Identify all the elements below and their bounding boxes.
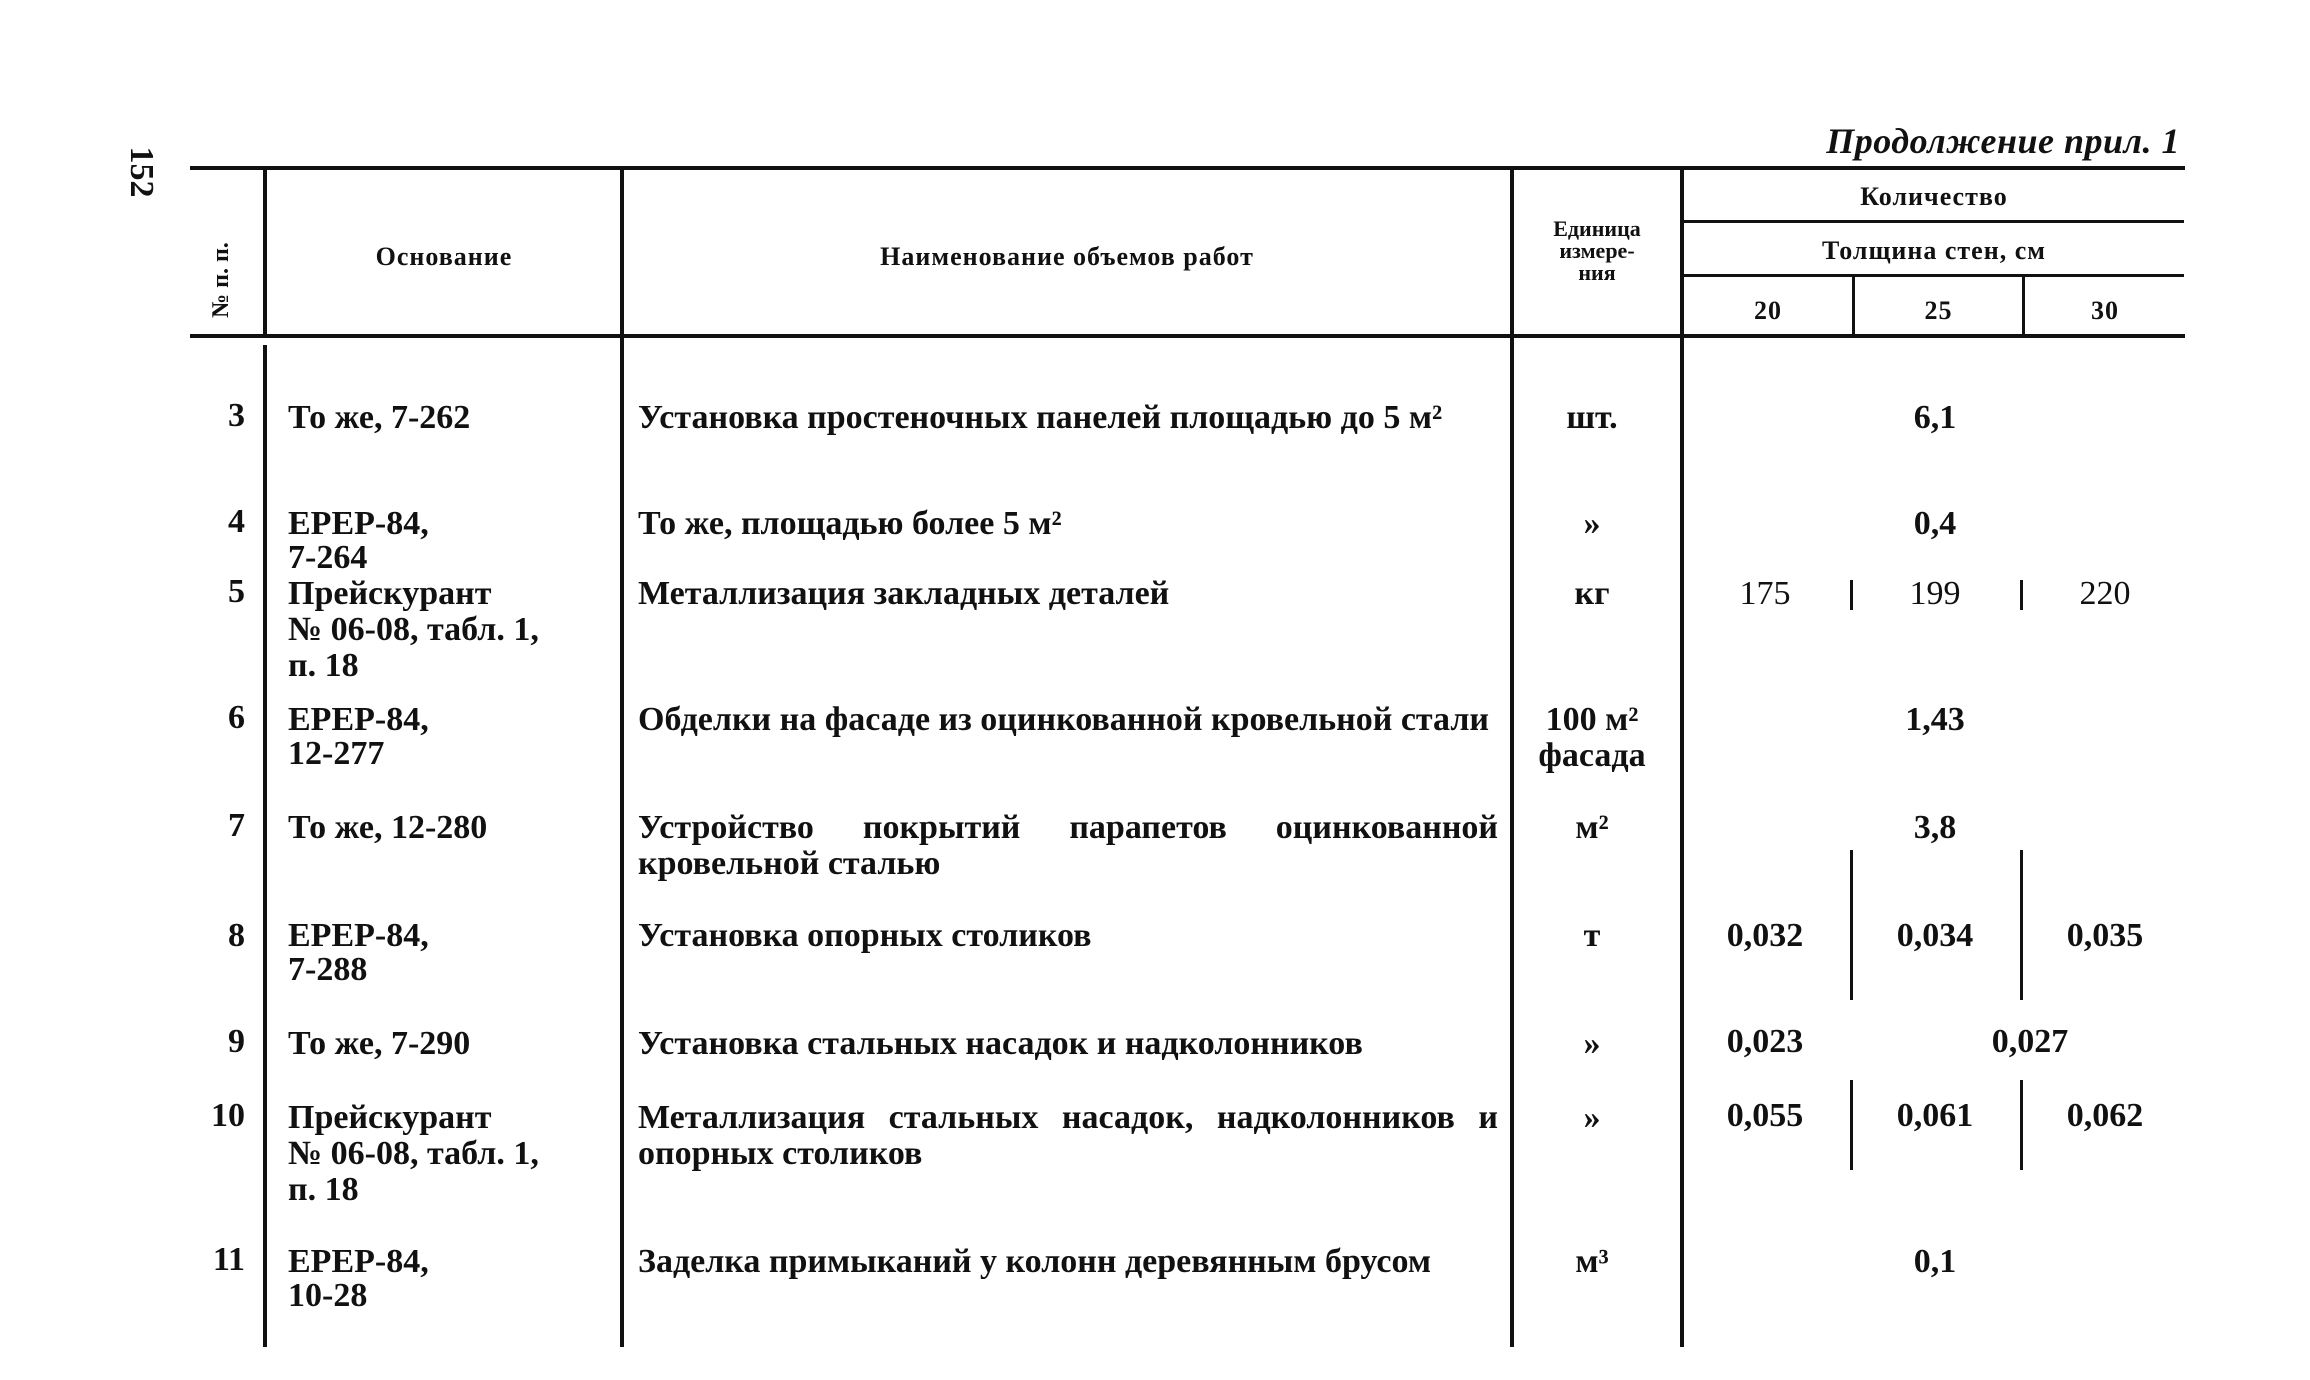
- row-11-work: Заделка примыканий у колонн деревянным брусом: [638, 1243, 1431, 1280]
- row-9-num: 9: [228, 1023, 245, 1060]
- header-work: Наименование объемов работ: [880, 242, 1254, 271]
- row-11-unit: м³: [1575, 1243, 1609, 1280]
- col-rule-basis: [263, 170, 267, 334]
- row-7-basis: То же, 12-280: [288, 809, 488, 846]
- col-rule-basis-body: [263, 345, 267, 1347]
- row-8-qty-20: 0,032: [1726, 917, 1804, 954]
- header-unit-line3: ния: [1578, 260, 1616, 285]
- row-8-basis-l1: ЕРЕР-84,: [288, 917, 429, 954]
- row-7-qty: 3,8: [1913, 809, 1957, 846]
- table-top-rule: [190, 166, 2185, 170]
- row-8-qty-30: 0,035: [2066, 917, 2144, 954]
- quantity-rule: [1684, 220, 2184, 223]
- header-t25: 25: [1924, 296, 1953, 325]
- row-4-num: 4: [228, 503, 245, 540]
- row-9-work: Установка стальных насадок и надколонников: [638, 1025, 1363, 1062]
- row-10-num: 10: [211, 1097, 245, 1134]
- row-6-unit-l1: 100 м²: [1545, 701, 1639, 738]
- row-7-num: 7: [228, 807, 245, 844]
- row-9-unit: »: [1583, 1025, 1601, 1062]
- row-11-num: 11: [212, 1241, 245, 1278]
- header-num: № п. п.: [208, 242, 234, 318]
- header-thickness: Толщина стен, см: [1822, 236, 2046, 265]
- row-6-work: Обделки на фасаде из оцинкованной кровельной стали: [638, 701, 1490, 738]
- row-5-work: Металлизация закладных деталей: [638, 575, 1170, 612]
- row-10-sep-b: [2020, 1080, 2023, 1170]
- row-11-basis-l2: 10-28: [288, 1277, 368, 1314]
- row-8-sep-b: [2020, 850, 2023, 1000]
- row-9-basis: То же, 7-290: [288, 1025, 471, 1062]
- header-quantity: Количество: [1860, 182, 2008, 211]
- row-9-qty-25-30: 0,027: [1991, 1023, 2069, 1060]
- header-t30: 30: [2091, 296, 2119, 325]
- row-10-basis-l3: п. 18: [288, 1171, 359, 1208]
- row-5-qty-20: 175: [1739, 575, 1791, 612]
- row-10-sep-a: [1850, 1080, 1853, 1170]
- row-4-work: То же, площадью более 5 м²: [638, 505, 1062, 542]
- row-5-unit: кг: [1574, 575, 1610, 612]
- row-3-basis: То же, 7-262: [288, 399, 471, 436]
- row-10-qty-30: 0,062: [2066, 1097, 2144, 1134]
- continuation-caption: Продолжение прил. 1: [1826, 121, 2180, 161]
- row-4-basis-l1: ЕРЕР-84,: [288, 505, 429, 542]
- row-6-basis-l2: 12-277: [288, 735, 385, 772]
- row-10-unit: »: [1583, 1099, 1601, 1136]
- row-8-work: Установка опорных столиков: [638, 917, 1092, 954]
- row-3-unit: шт.: [1566, 399, 1618, 436]
- row-8-num: 8: [228, 917, 245, 954]
- thickness-rule: [1684, 274, 2184, 277]
- header-t20: 20: [1754, 296, 1782, 325]
- row-4-qty: 0,4: [1913, 505, 1957, 542]
- row-9-qty-20: 0,023: [1726, 1023, 1804, 1060]
- row-8-basis-l2: 7-288: [288, 951, 368, 988]
- header-basis: Основание: [375, 242, 513, 271]
- col-rule-qty: [1680, 170, 1684, 1347]
- row-3-work: Установка простеночных панелей площадью до 5 м²: [638, 399, 1443, 436]
- row-10-basis-l2: № 06-08, табл. 1,: [288, 1135, 539, 1172]
- row-10-qty-25: 0,061: [1896, 1097, 1974, 1134]
- row-5-num: 5: [228, 573, 245, 610]
- row-10-work: Металлизация стальных насадок, надколонников и опорных столиков: [638, 1099, 1498, 1172]
- page-number: 152: [123, 146, 160, 198]
- header-bottom-rule: [190, 334, 2185, 338]
- row-5-qty-25: 199: [1909, 575, 1961, 612]
- row-6-basis-l1: ЕРЕР-84,: [288, 701, 429, 738]
- row-6-qty: 1,43: [1905, 701, 1965, 738]
- row-7-unit: м²: [1575, 809, 1609, 846]
- row-5-basis-l3: п. 18: [288, 647, 359, 684]
- row-5-qty-30: 220: [2079, 575, 2131, 612]
- row-10-qty-20: 0,055: [1726, 1097, 1804, 1134]
- row-11-qty: 0,1: [1913, 1243, 1957, 1280]
- row-5-sep-a: [1850, 580, 1853, 610]
- row-8-unit: т: [1583, 917, 1601, 954]
- row-3-qty: 6,1: [1913, 399, 1957, 436]
- row-5-sep-b: [2020, 580, 2023, 610]
- row-7-work: Устройство покрытий парапетов оцинкованной кровельной сталью: [638, 809, 1498, 882]
- row-8-qty-25: 0,034: [1896, 917, 1974, 954]
- row-10-basis-l1: Прейскурант: [288, 1099, 492, 1136]
- header-unit-line1: Единица: [1553, 216, 1641, 241]
- col-rule-work: [620, 170, 624, 1347]
- header-unit-line2: измере-: [1559, 238, 1635, 263]
- row-6-num: 6: [228, 699, 245, 736]
- row-4-unit: »: [1583, 505, 1601, 542]
- row-4-basis-l2: 7-264: [288, 539, 368, 576]
- row-5-basis-l1: Прейскурант: [288, 575, 492, 612]
- row-6-unit-l2: фасада: [1538, 737, 1646, 774]
- row-8-sep-a: [1850, 850, 1853, 1000]
- row-5-basis-l2: № 06-08, табл. 1,: [288, 611, 539, 648]
- row-11-basis-l1: ЕРЕР-84,: [288, 1243, 429, 1280]
- row-3-num: 3: [228, 397, 245, 434]
